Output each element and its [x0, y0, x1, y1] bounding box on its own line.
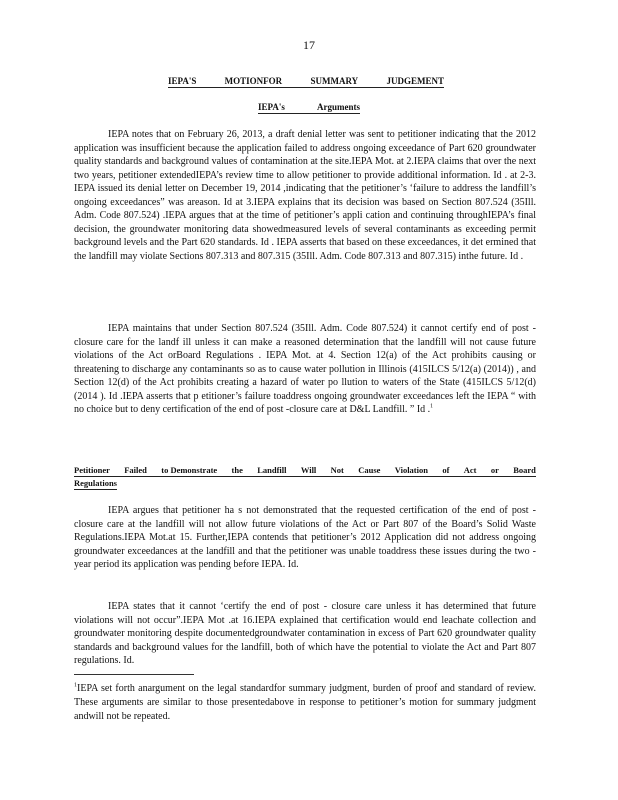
title-word: JUDGEMENT [386, 76, 444, 86]
footnote-reference: 1 [430, 403, 434, 410]
footnote-text: IEPA set forth anargument on the legal standardfor summary judgment, burden of proof and standard of review. These arguments are similar to those presentedabove in response to petitioner’s motion for summary judgment andwill not be repeated. [74, 683, 536, 722]
heading-word: Will [300, 465, 317, 475]
subtitle-word: IEPA's [258, 102, 285, 112]
paragraph-3 [74, 504, 536, 572]
heading-word: Board [513, 465, 536, 475]
heading-word: or [490, 465, 499, 475]
paragraph-2 [74, 322, 536, 417]
heading-word: Violation [394, 465, 428, 475]
paragraph-4 [74, 600, 536, 668]
title-word: SUMMARY [310, 76, 359, 86]
section-heading [74, 464, 536, 490]
footnote-marker: 1 [74, 682, 77, 689]
page-number: 17 [303, 38, 315, 52]
heading-word: Landfill [257, 465, 287, 475]
title-word: IEPA'S [168, 76, 197, 86]
subsection-title [258, 102, 360, 114]
footnote [74, 682, 536, 724]
paragraph-1 [74, 128, 536, 263]
title-word: MOTIONFOR [224, 76, 283, 86]
subtitle-word: Arguments [317, 102, 360, 112]
heading-word: the [231, 465, 243, 475]
paragraph-text: IEPA notes that on February 26, 2013, a draft denial letter was sent to petitioner indicating that the 2012 application was insufficient because the application failed to address ongoing exceedance of Part 620 groundwater quality standards and background values of contamination at the site.IEPA Mot. at 2.IEPA claims that over the next two years, petitioner extendedIEPA’s review time to allow petitioner to provide additional information. Id . at 2-3. IEPA issued its denial letter on December 19, 2014 ,indicating that the petitioner’s ‘failure to address the landfill’s ongoing exceedances” was areason. Id at 3.IEPA explains that its decision was based on Section 807.524 (35Ill. Adm. Code 807.524) .IEPA argues that at the time of petitioner’s appli cation and continuing throughIEPA’s final decision, the groundwater monitoring data showedmeasured levels of several contaminants as exceeding permit background levels and the Part 620 standards. Id . IEPA asserts that based on these exceedances, it det ermined that the landfill may violate Sections 807.313 and 807.315 (35Ill. Adm. Code 807.313 and 807.315) inthe future. Id . [74, 129, 536, 262]
heading-word: Cause [358, 465, 381, 475]
heading-word: Act [463, 465, 477, 475]
heading-word: Not [330, 465, 344, 475]
section-title [168, 76, 444, 88]
footnote-divider [74, 674, 194, 675]
heading-word: Regulations [74, 478, 117, 488]
paragraph-text: IEPA states that it cannot ‘certify the end of post - closure care unless it has determined that future violations will not occur”.IEPA Mot .at 16.IEPA explained that certification would end leachate collection and groundwater monitoring despite documentedgroundwater contamination in excess of Part 620 groundwater quality standards and background values for the landfill, both of which have the potential to violate the Act and Part 807 regulations. Id. [74, 601, 536, 666]
heading-word: of [442, 465, 450, 475]
heading-word: Petitioner [74, 465, 110, 475]
heading-word: to Demonstrate [161, 465, 218, 475]
paragraph-text: IEPA maintains that under Section 807.524 (35Ill. Adm. Code 807.524) it cannot certify end of post -closure care for the landf ill unless it can make a reasoned determination that the landfill will not cause future violations of the Act orBoard Regulations . IEPA Mot. at 4. Section 12(a) of the Act prohibits causing or threatening to discharge any contaminants so as to cause water pollution in Illinois (415ILCS 5/12(a) (2014)) , and Section 12(d) of the Act prohibits creating a hazard of water po llution to waters of the State (415ILCS 5/12(d) (2014 ). Id .IEPA asserts that p etitioner’s failure toaddress ongoing groundwater exceedances left the IEPA “ with no choice but to deny certification of the end of post -closure care at D&L Landfill. ” Id . [74, 323, 536, 415]
heading-word: Failed [124, 465, 147, 475]
paragraph-text: IEPA argues that petitioner ha s not demonstrated that the requested certification of the end of post -closure care at the landfill will not allow future violations of the Act or Part 807 of the Board’s Solid Waste Regulations.IEPA Mot.at 15. Further,IEPA contends that petitioner’s 2012 Application did not address ongoing groundwater exceedances at the landfill and that the petitioner was unable toaddress these issues during the two - year period its application was pending before IEPA. Id. [74, 505, 536, 570]
